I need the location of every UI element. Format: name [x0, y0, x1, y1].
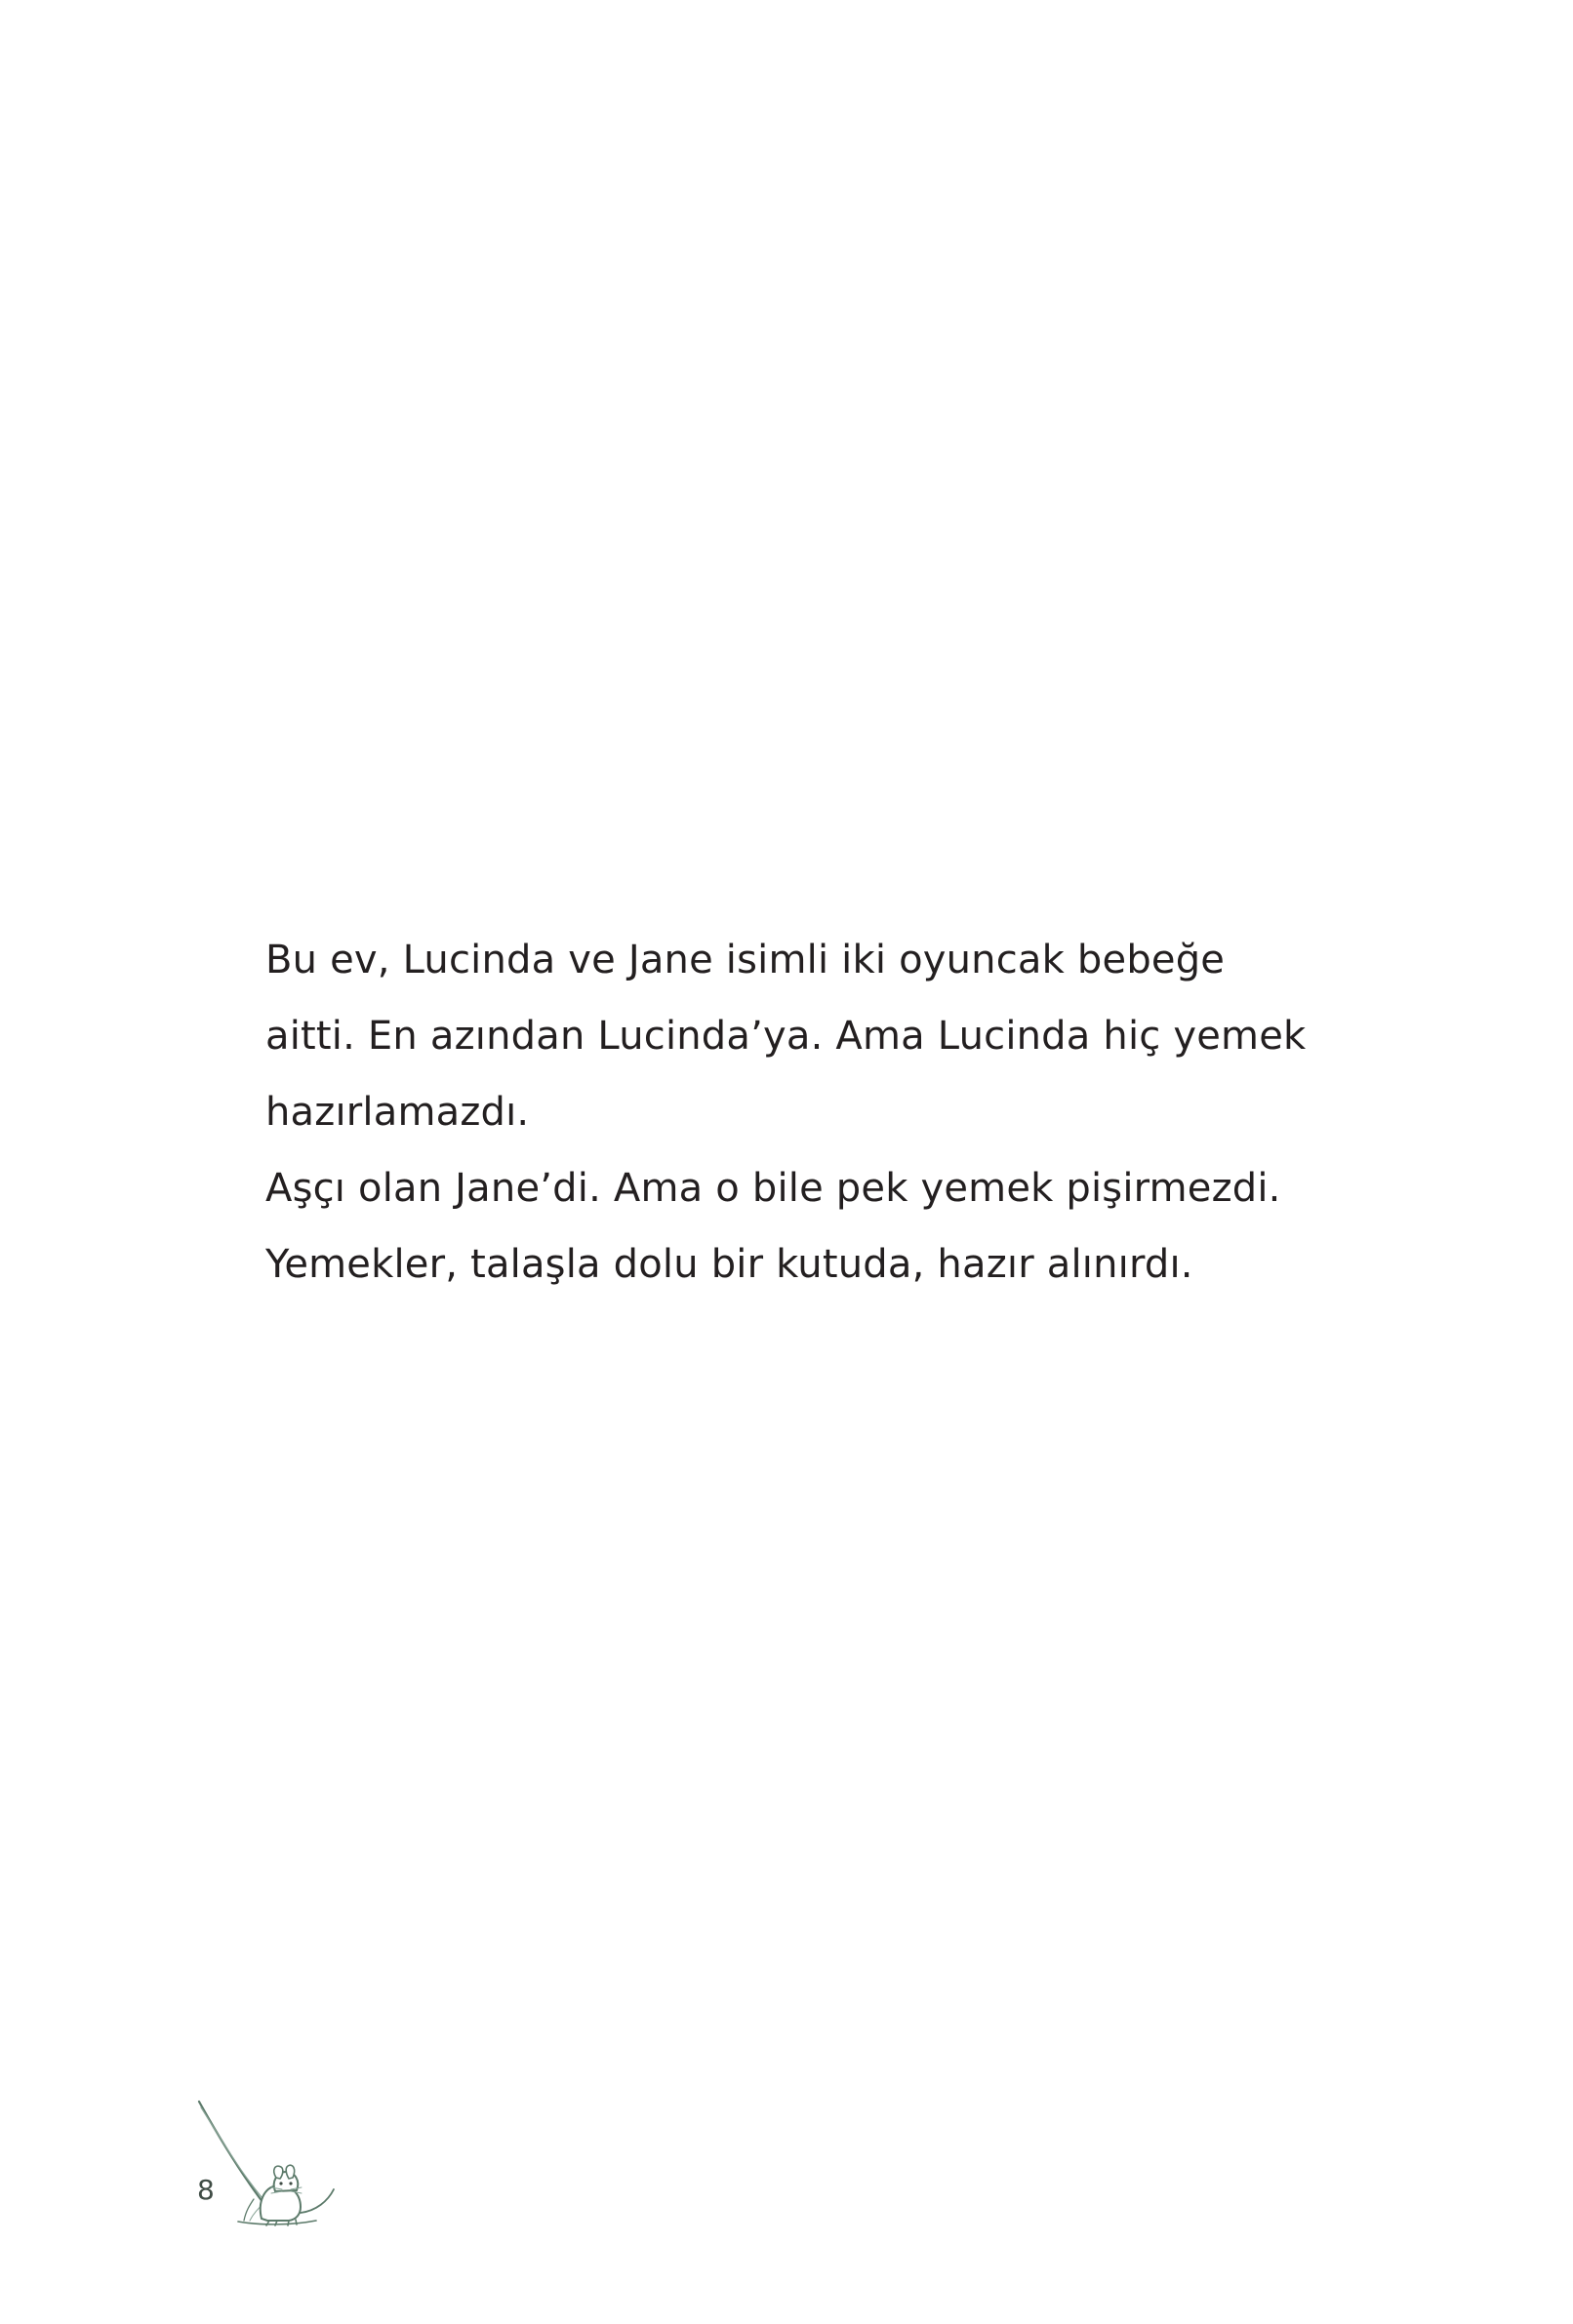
paragraph-2: Aşçı olan Jane’di. Ama o bile pek yemek pişirmezdi. Yemekler, talaşla dolu bir kutuda, hazır alınırdı. [265, 1166, 1281, 1287]
page-number: 8 [197, 2174, 215, 2206]
paragraph-1: Bu ev, Lucinda ve Jane isimli iki oyuncak bebeğe aitti. En azından Lucinda’ya. Ama Lucinda hiç yemek hazırlamazdı. [265, 938, 1307, 1135]
page-footer [185, 2098, 439, 2254]
mouse-and-grass-vignette [185, 2098, 400, 2249]
body-text-block [265, 922, 1310, 1302]
